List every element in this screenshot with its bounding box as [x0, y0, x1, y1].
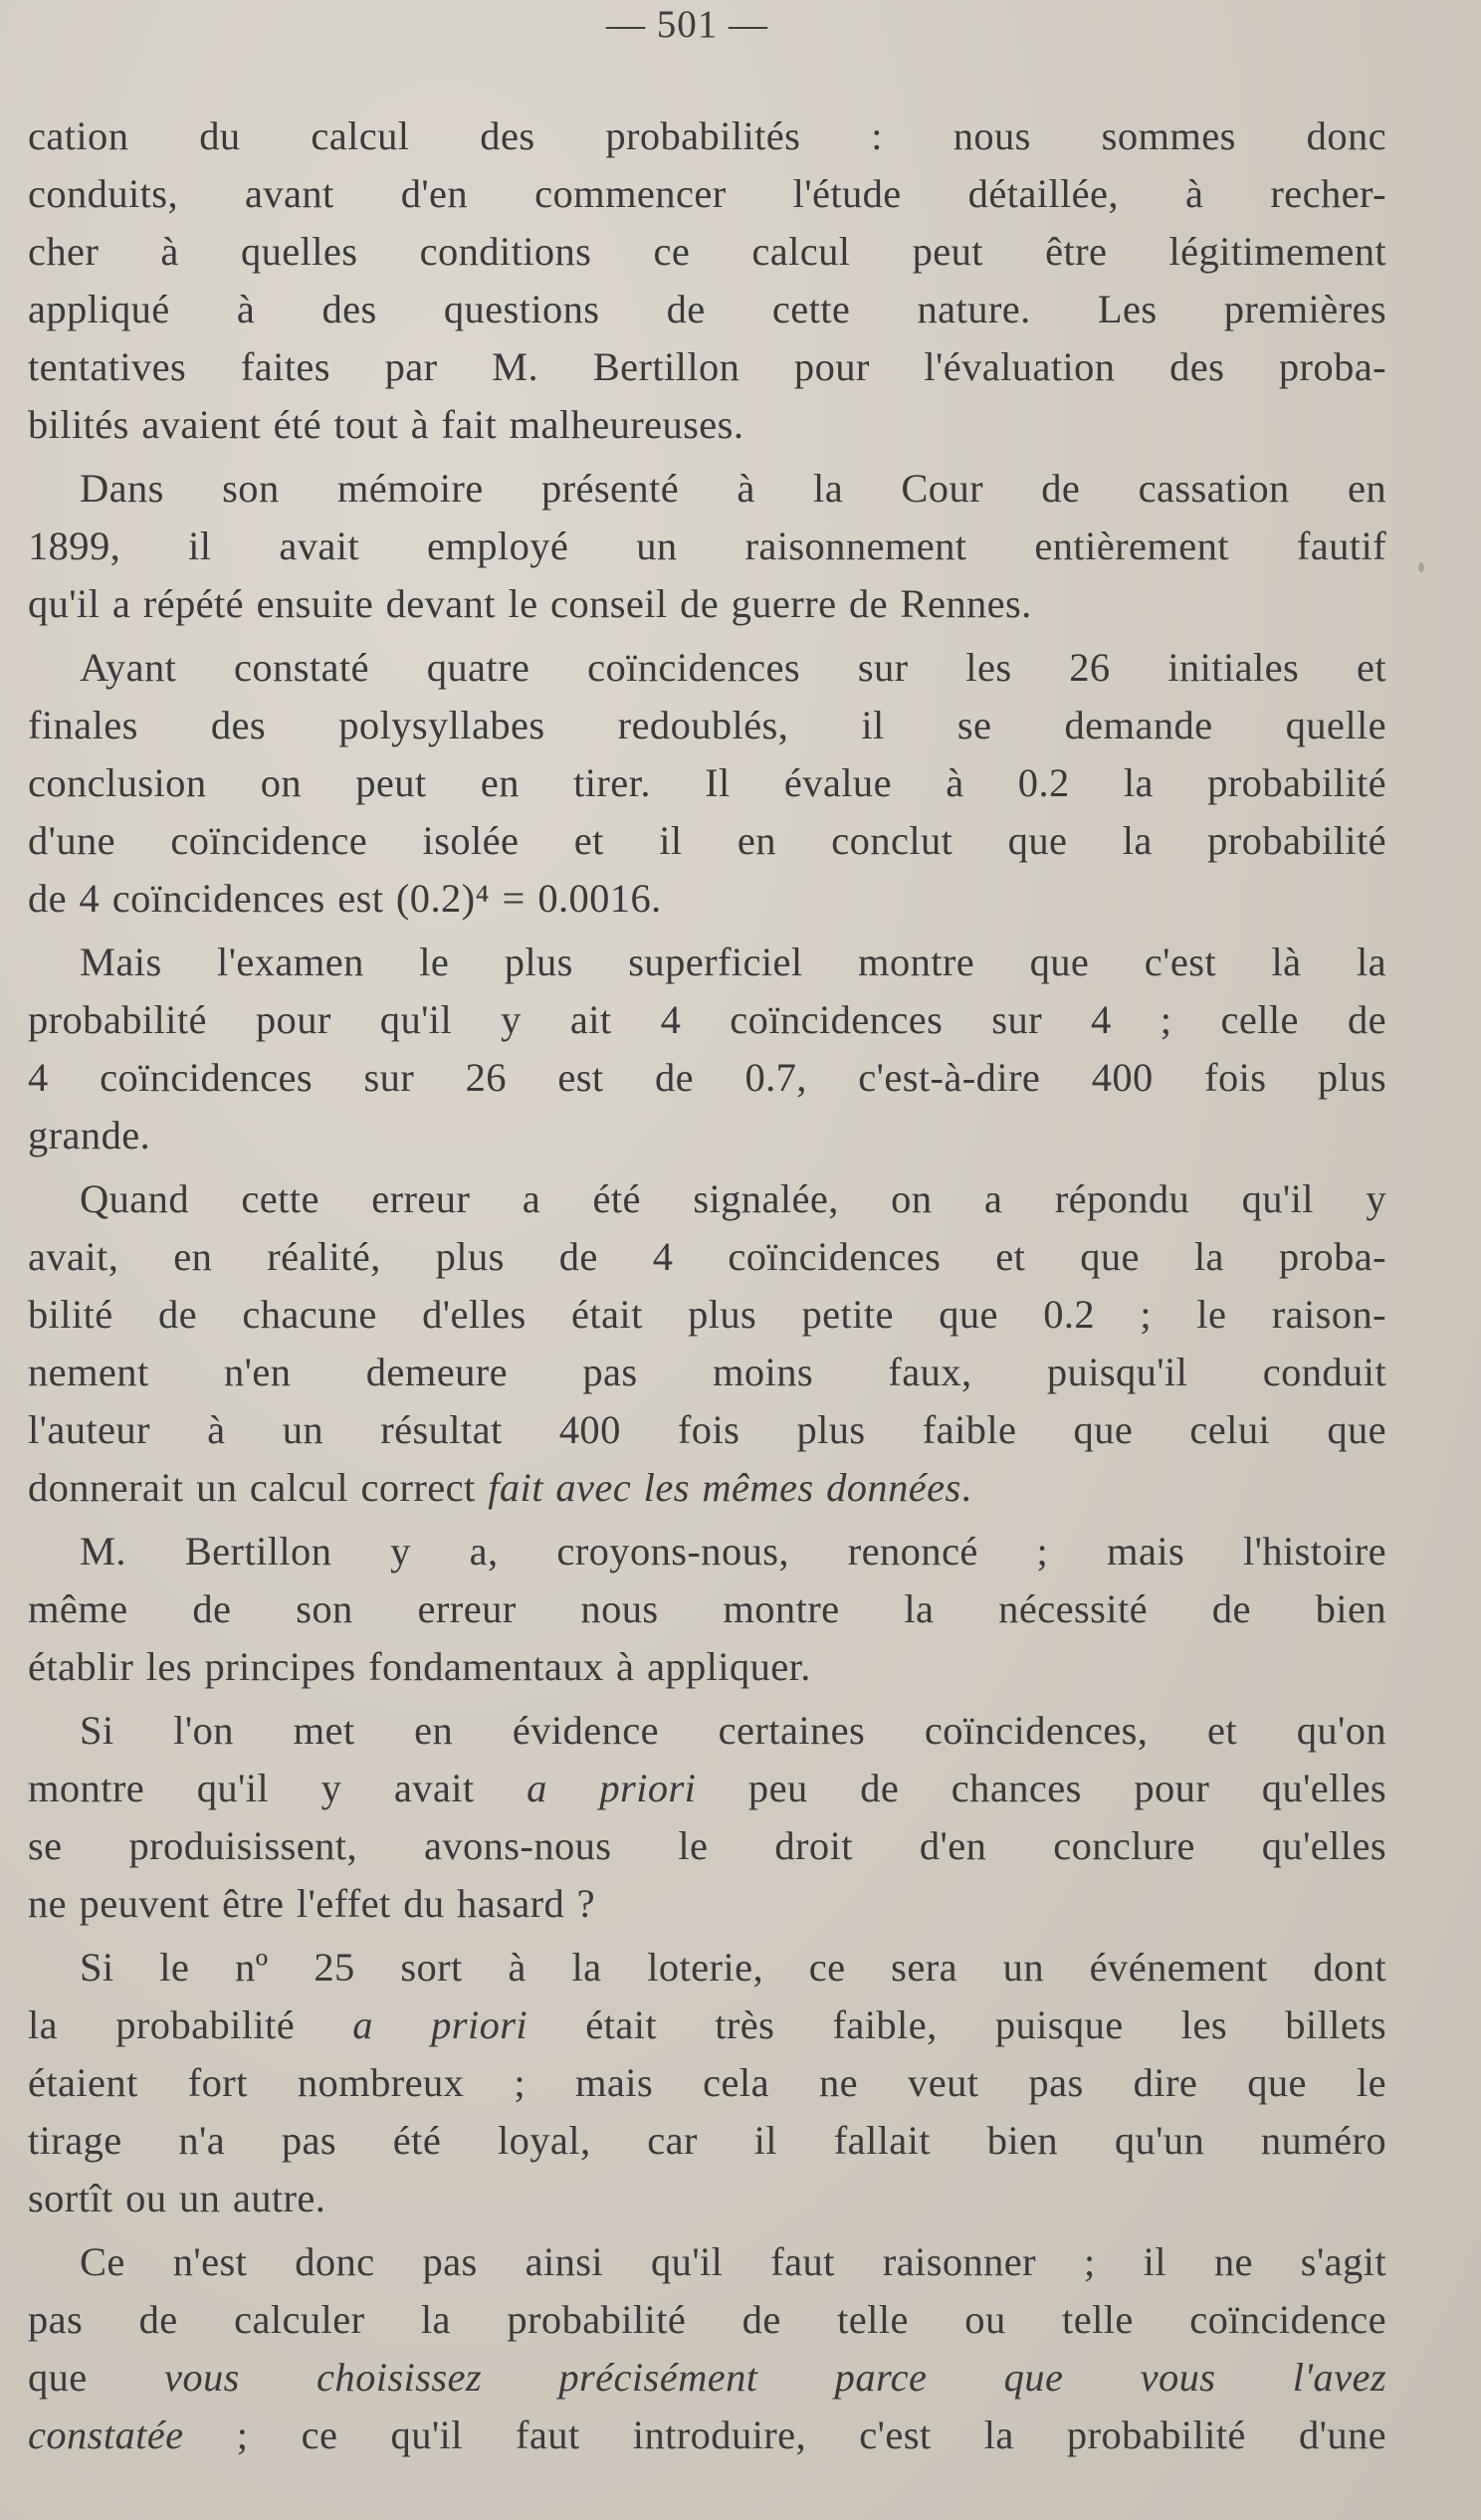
- text-span: .: [960, 1465, 972, 1510]
- text-span: la probabilité: [28, 2002, 353, 2047]
- text-span: que: [28, 2355, 164, 2400]
- text-line: 4 coïncidences sur 26 est de 0.7, c'est-à-dire 400 fois plus: [28, 1055, 1386, 1100]
- italic-phrase: a priori: [352, 2002, 529, 2047]
- text-span: donnerait un calcul correct: [28, 1465, 489, 1510]
- italic-phrase: a priori: [527, 1766, 697, 1810]
- text-line: cation du calcul des probabilités : nous sommes donc: [28, 113, 1386, 158]
- body-text: [28, 107, 1386, 2464]
- paragraph-7: [28, 1702, 1386, 1933]
- text-line: Si le nº 25 sort à la loterie, ce sera un événement dont: [80, 1945, 1386, 1990]
- text-line: même de son erreur nous montre la nécessité de bien: [28, 1586, 1386, 1631]
- text-line: tentatives faites par M. Bertillon pour l'évaluation des proba-: [28, 344, 1386, 389]
- text-line: qu'il a répété ensuite devant le conseil de guerre de Rennes.: [28, 581, 1032, 626]
- text-line: établir les principes fondamentaux à appliquer.: [28, 1644, 811, 1689]
- text-line: Quand cette erreur a été signalée, on a répondu qu'il y: [80, 1176, 1386, 1221]
- text-line: grande.: [28, 1113, 151, 1157]
- text-line: avait, en réalité, plus de 4 coïncidences et que la proba-: [28, 1234, 1386, 1279]
- text-line: M. Bertillon y a, croyons-nous, renoncé ; mais l'histoire: [80, 1529, 1386, 1574]
- text-span: était très faible, puisque les billets: [528, 2002, 1387, 2047]
- italic-phrase: fait avec les mêmes données: [488, 1465, 961, 1510]
- text-line: ne peuvent être l'effet du hasard ?: [28, 1881, 596, 1926]
- text-line: nement n'en demeure pas moins faux, puisqu'il conduit: [28, 1350, 1386, 1394]
- page-number: — 501 —: [606, 3, 768, 46]
- text-line: probabilité pour qu'il y ait 4 coïncidences sur 4 ; celle de: [28, 997, 1386, 1042]
- paragraph-2: [28, 460, 1386, 633]
- text-line: [28, 1760, 1386, 1817]
- text-line: [28, 2407, 1386, 2464]
- text-line: Ce n'est donc pas ainsi qu'il faut raisonner ; il ne s'agit: [80, 2239, 1386, 2284]
- text-line: 1899, il avait employé un raisonnement entièrement fautif: [28, 524, 1386, 568]
- text-line: pas de calculer la probabilité de telle ou telle coïncidence: [28, 2297, 1386, 2342]
- text-line: appliqué à des questions de cette nature. Les premières: [28, 287, 1386, 331]
- text-line: [28, 1459, 1386, 1517]
- text-line: Mais l'examen le plus superficiel montre que c'est là la: [80, 940, 1386, 984]
- paper-speck: [1418, 562, 1424, 572]
- text-line: [28, 2349, 1386, 2407]
- text-span: peu de chances pour qu'elles: [696, 1766, 1387, 1810]
- paragraph-3: [28, 639, 1386, 928]
- text-line: bilités avaient été tout à fait malheureuses.: [28, 402, 744, 447]
- paragraph-6: [28, 1523, 1386, 1696]
- text-span: ; ce qu'il faut introduire, c'est la probabilité d'une: [183, 2413, 1386, 2457]
- paragraph-8: [28, 1939, 1386, 2227]
- text-line: tirage n'a pas été loyal, car il fallait bien qu'un numéro: [28, 2118, 1386, 2163]
- text-line: de 4 coïncidences est (0.2)⁴ = 0.0016.: [28, 876, 662, 921]
- italic-phrase: constatée: [28, 2413, 184, 2457]
- text-line: conclusion on peut en tirer. Il évalue à 0.2 la probabilité: [28, 760, 1386, 805]
- text-line: bilité de chacune d'elles était plus petite que 0.2 ; le raison-: [28, 1292, 1386, 1337]
- text-line: conduits, avant d'en commencer l'étude détaillée, à recher-: [28, 171, 1386, 216]
- text-line: sortît ou un autre.: [28, 2176, 326, 2220]
- paragraph-1: [28, 107, 1386, 454]
- text-line: Dans son mémoire présenté à la Cour de cassation en: [80, 466, 1386, 511]
- text-line: étaient fort nombreux ; mais cela ne veut pas dire que le: [28, 2060, 1386, 2105]
- text-line: cher à quelles conditions ce calcul peut être légitimement: [28, 229, 1386, 274]
- text-span: montre qu'il y avait: [28, 1766, 528, 1810]
- text-line: Ayant constaté quatre coïncidences sur les 26 initiales et: [80, 645, 1386, 690]
- paragraph-5: [28, 1170, 1386, 1517]
- text-line: se produisissent, avons-nous le droit d'en conclure qu'elles: [28, 1823, 1386, 1868]
- text-line: finales des polysyllabes redoublés, il se demande quelle: [28, 703, 1386, 747]
- paragraph-4: [28, 934, 1386, 1164]
- text-line: l'auteur à un résultat 400 fois plus faible que celui que: [28, 1407, 1386, 1452]
- italic-phrase: vous choisissez précisément parce que vous l'avez: [163, 2355, 1386, 2400]
- paragraph-9: [28, 2233, 1386, 2464]
- text-line: [28, 1996, 1386, 2054]
- text-line: Si l'on met en évidence certaines coïncidences, et qu'on: [80, 1708, 1386, 1753]
- text-line: d'une coïncidence isolée et il en conclut que la probabilité: [28, 818, 1386, 863]
